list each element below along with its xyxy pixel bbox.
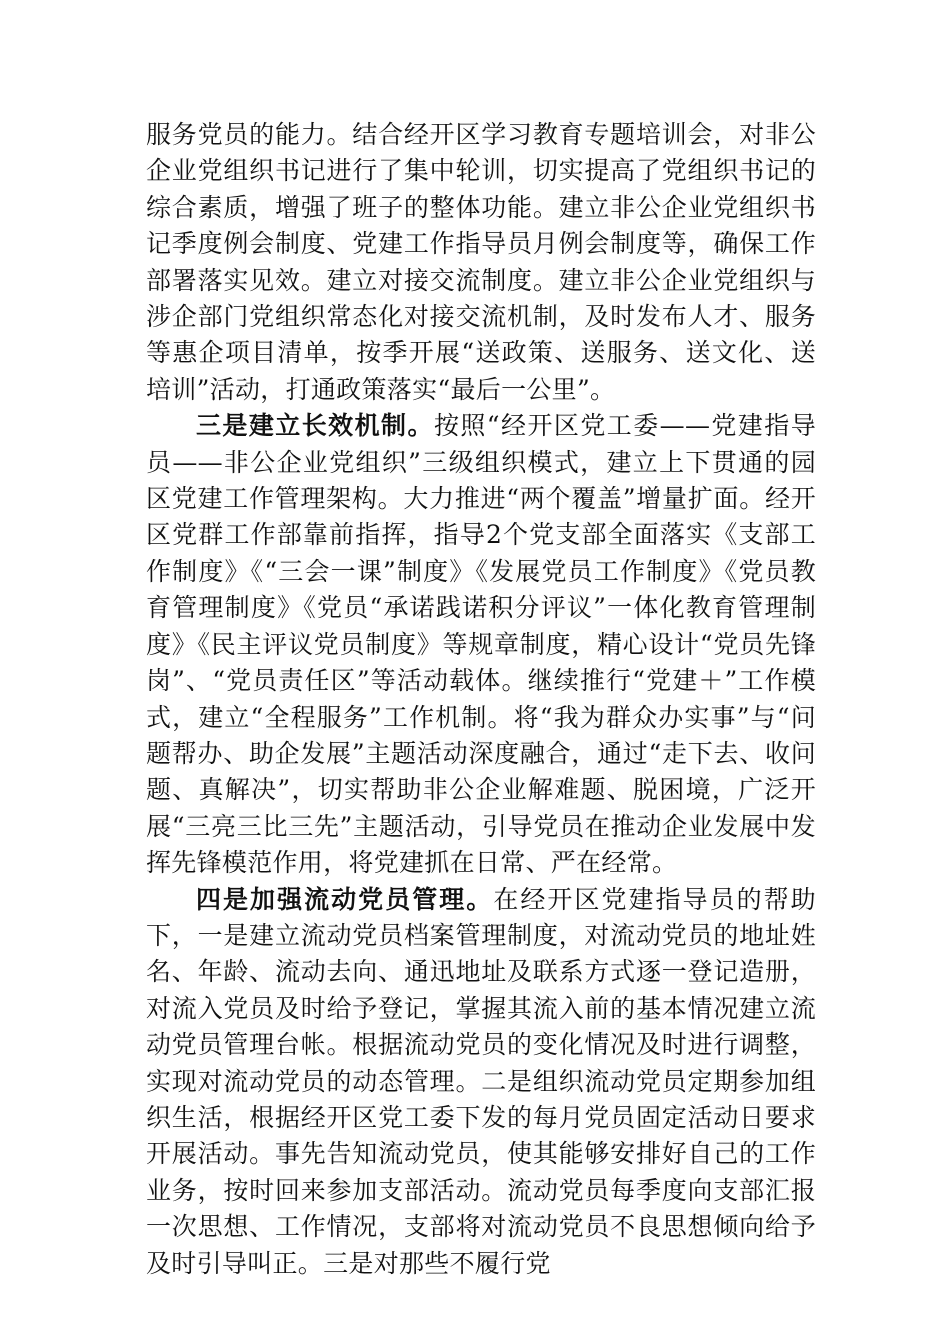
paragraph-mobile-member-management	[146, 882, 816, 1282]
paragraph-lead-heading: 四是加强流动党员管理。	[196, 884, 494, 914]
document-body	[146, 117, 816, 1282]
paragraph-continuation	[146, 117, 816, 408]
paragraph-long-term-mechanism	[146, 408, 816, 881]
paragraph-text: 在经开区党建指导员的帮助下，一是建立流动党员档案管理制度，对流动党员的地址姓名、年龄、流动去向、通迅地址及联系方式逐一登记造册，对流入党员及时给予登记，掌握其流入前的基本情况建立流动党员管理台帐。根据流动党员的变化情况及时进行调整，实现对流动党员的动态管理。二是组织流动党员定期参加组织生活，根据经开区党工委下发的每月党员固定活动日要求开展活动。事先告知流动党员，使其能够安排好自己的工作业务，按时回来参加支部活动。流动党员每季度向支部汇报一次思想、工作情况，支部将对流动党员不良思想倾向给予及时引导叫正。三是对那些不履行党	[146, 884, 816, 1278]
paragraph-text: 服务党员的能力。结合经开区学习教育专题培训会，对非公企业党组织书记进行了集中轮训，切实提高了党组织书记的综合素质，增强了班子的整体功能。建立非公企业党组织书记季度例会制度、党建工作指导员月例会制度等，确保工作部署落实见效。建立对接交流制度。建立非公企业党组织与涉企部门党组织常态化对接交流机制，及时发布人才、服务等惠企项目清单，按季开展“送政策、送服务、送文化、送培训”活动，打通政策落实“最后一公里”。	[146, 120, 816, 404]
paragraph-lead-heading: 三是建立长效机制。	[196, 411, 434, 441]
paragraph-text: 按照“经开区党工委——党建指导员——非公企业党组织”三级组织模式，建立上下贯通的园区党建工作管理架构。大力推进“两个覆盖”增量扩面。经开区党群工作部靠前指挥，指导2个党支部全面落实《支部工作制度》《“三会一课”制度》《发展党员工作制度》《党员教育管理制度》《党员“承诺践诺积分评议”一体化教育管理制度》《民主评议党员制度》等规章制度，精心设计“党员先锋岗”、“党员责任区”等活动载体。继续推行“党建＋”工作模式，建立“全程服务”工作机制。将“我为群众办实事”与“问题帮办、助企发展”主题活动深度融合，通过“走下去、收问题、真解决”，切实帮助非公企业解难题、脱困境，广泛开展“三亮三比三先”主题活动，引导党员在推动企业发展中发挥先锋模范作用，将党建抓在日常、严在经常。	[146, 411, 816, 878]
